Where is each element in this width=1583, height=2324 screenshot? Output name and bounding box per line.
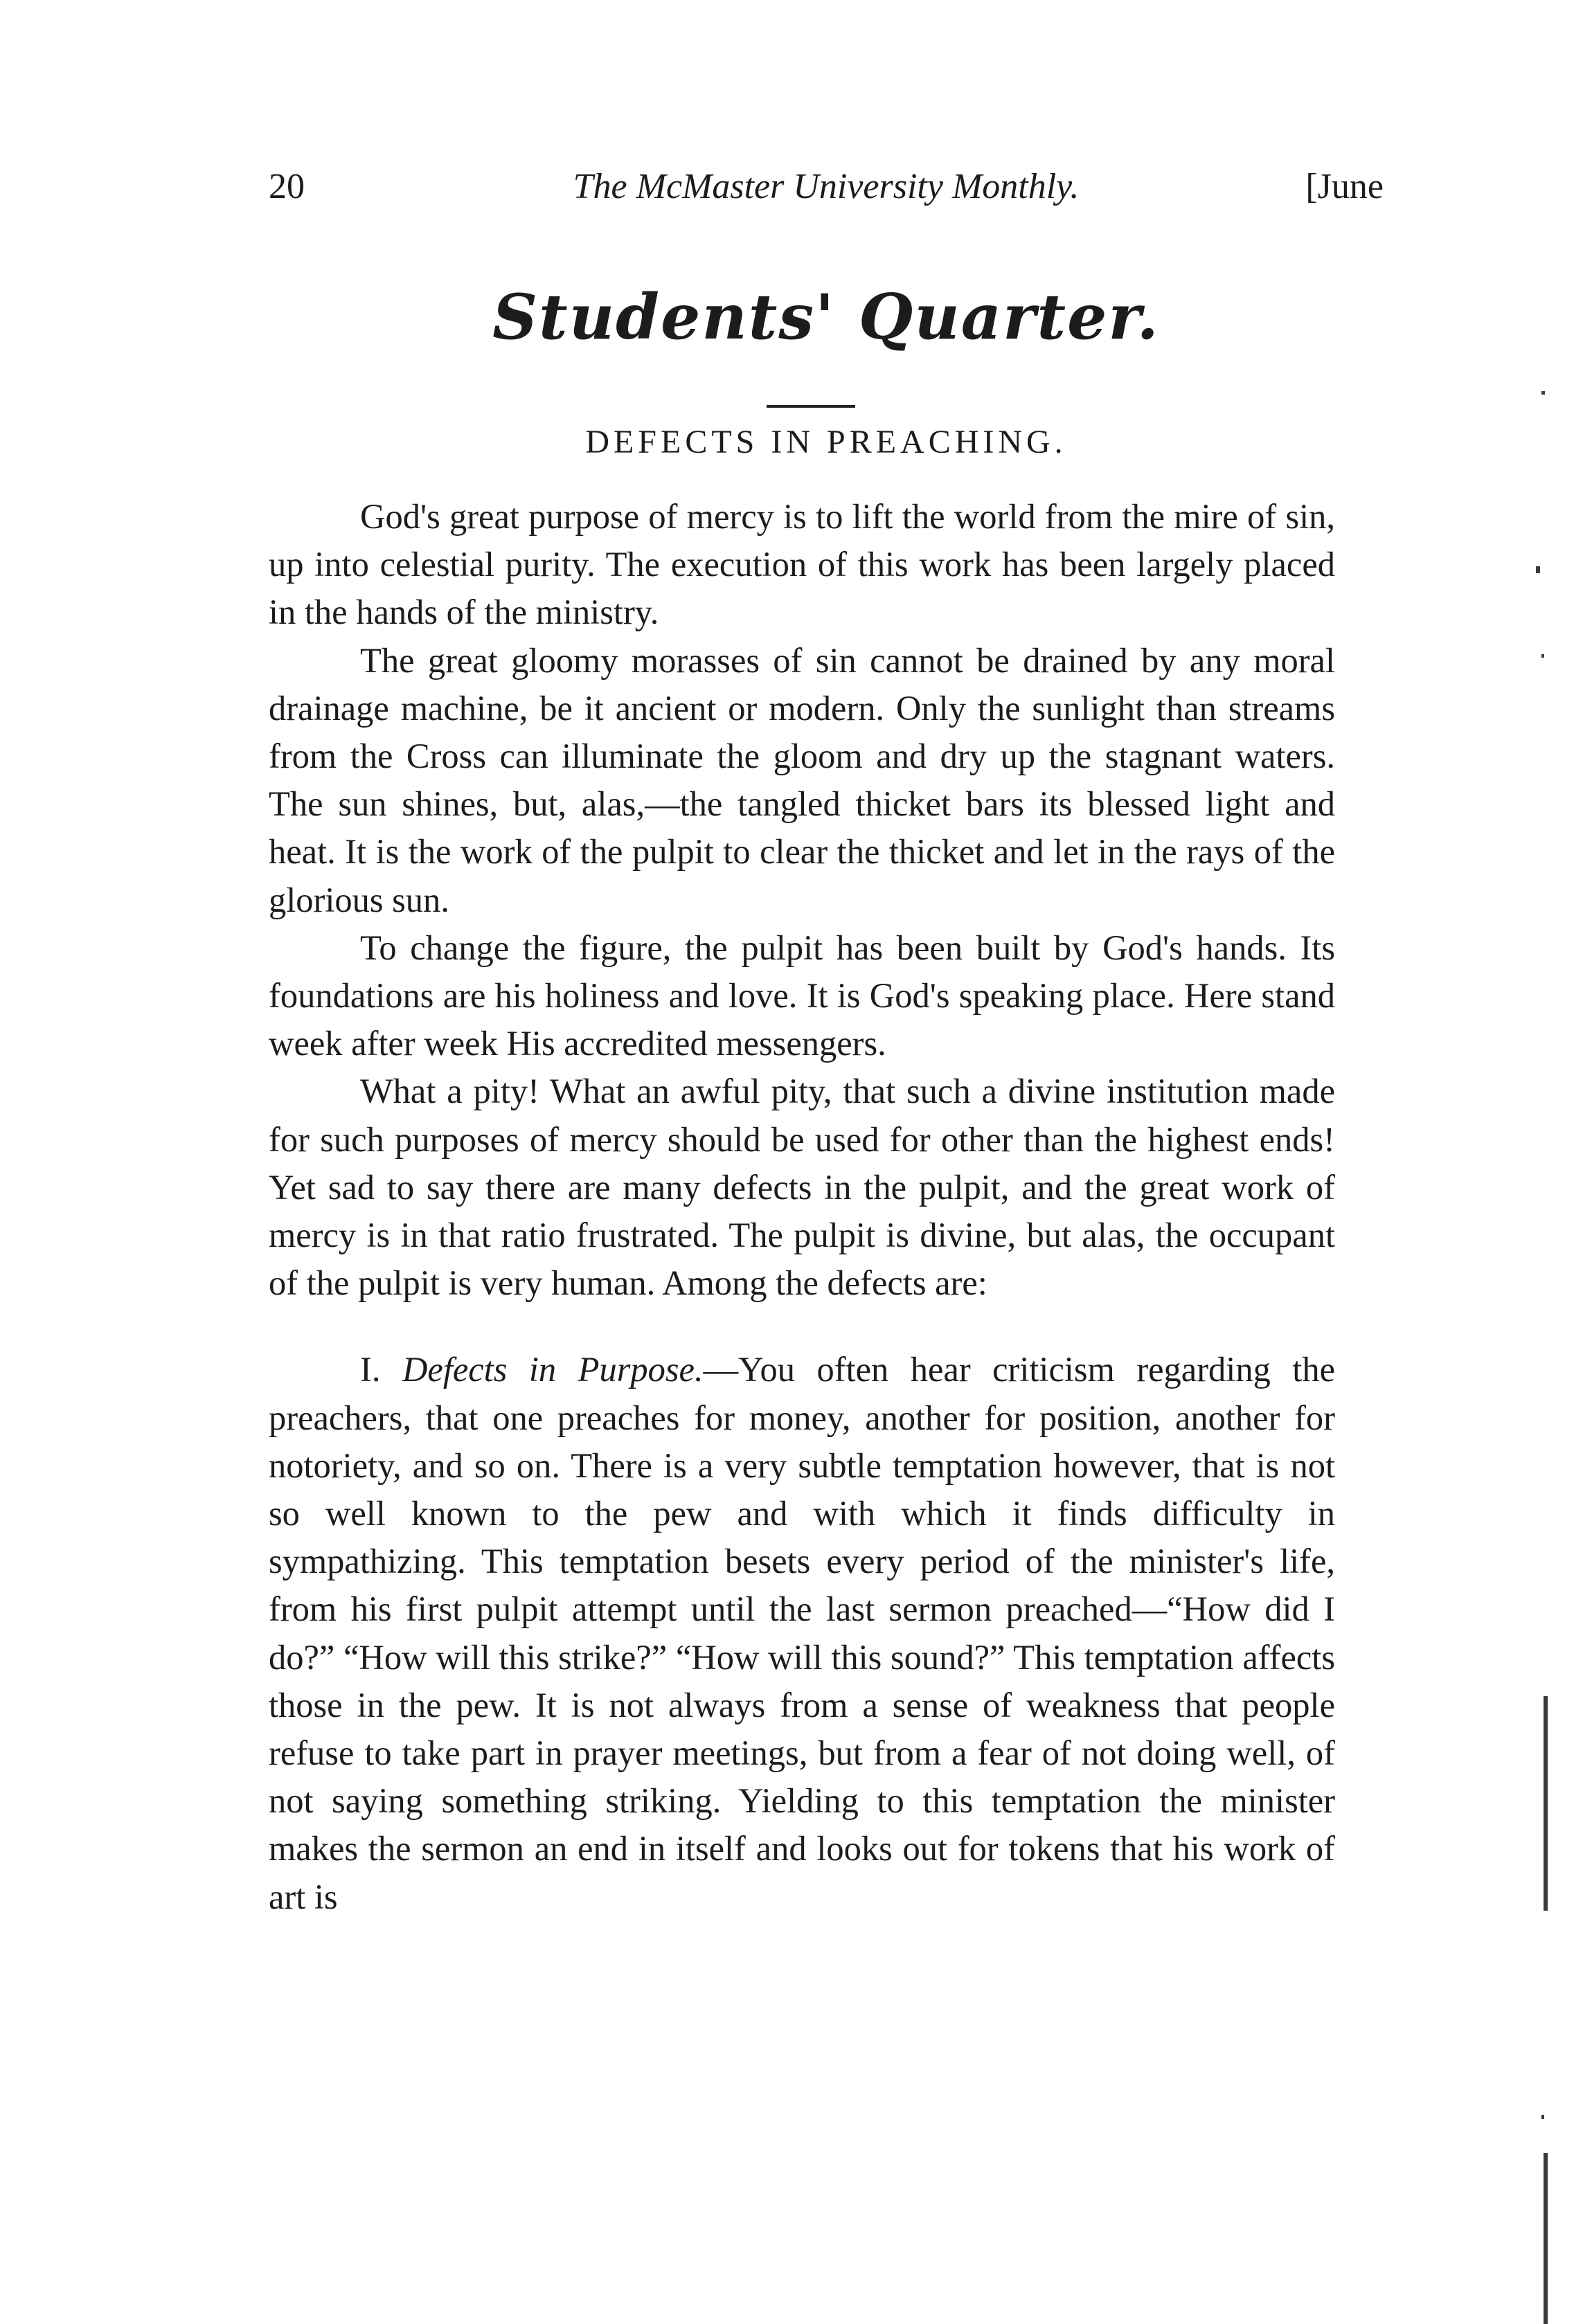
- heading-rule: [767, 405, 855, 408]
- paragraph: The great gloomy morasses of sin cannot be drained by any moral drainage machine, be it ancient or modern. Only the sunlight than streams from the Cross can illuminate the gloom and dry up the stagnant waters. The sun shines, but, alas,—the tangled thicket bars its blessed light and heat. It is the work of the pulpit to clear the thicket and let in the rays of the glorious sun.: [269, 640, 1335, 919]
- section-one-paragraph: [269, 1346, 1335, 1920]
- running-head: [269, 166, 1384, 228]
- section-text: —You often hear criticism regarding the preachers, that one preaches for money, another for position, another for notoriety, and so on. There is a very subtle temptation however, that is not so well known to the pew and with which it finds difficulty in sympathizing. This temptation besets every period of the minister's life, from his first pulpit attempt until the last sermon preached—“How did I do?” “How will this strike?” “How will this sound?” This temptation affects those in the pew. It is not always from a sense of weakness that people refuse to take part in prayer meetings, but from a fear of not doing well, of not saying something striking. Yielding to this temptation the minister makes the sermon an end in itself and looks out for tokens that his work of art is: [269, 1350, 1336, 1916]
- paragraph: God's great purpose of mercy is to lift the world from the mire of sin, up into celestial purity. The execution of this work has been largely placed in the hands of the ministry.: [269, 497, 1335, 632]
- section-subheading: Defects in Purpose.: [402, 1350, 704, 1389]
- journal-title: The McMaster University Monthly.: [573, 167, 1080, 206]
- section-heading: Students' Quarter.: [492, 280, 1160, 354]
- paragraph: What a pity! What an awful pity, that such a divine institution made for such purposes of mercy should be used for other than the highest ends! Yet sad to say there are many defects in the pulpit, and the great work of mercy is in that ratio frustrated. The pulpit is divine, but alas, the occupant of the pulpit is very human. Among the defects are:: [269, 1072, 1335, 1303]
- section-number: I.: [360, 1350, 381, 1389]
- scan-mark: [1541, 654, 1544, 658]
- scan-mark: [1536, 566, 1540, 573]
- scan-mark: [1544, 1696, 1548, 1911]
- paragraph: To change the figure, the pulpit has been built by God's hands. Its foundations are his holiness and love. It is God's speaking place. Here stand week after week His accredited messengers.: [269, 928, 1335, 1063]
- scan-mark: [1541, 2115, 1544, 2119]
- page-number: 20: [269, 167, 305, 206]
- scan-mark: [1544, 2153, 1548, 2324]
- article-body: [269, 493, 1335, 1921]
- article-title: DEFECTS IN PREACHING.: [585, 424, 1067, 460]
- issue-month: [June: [1305, 167, 1384, 206]
- scan-mark: [1541, 391, 1545, 395]
